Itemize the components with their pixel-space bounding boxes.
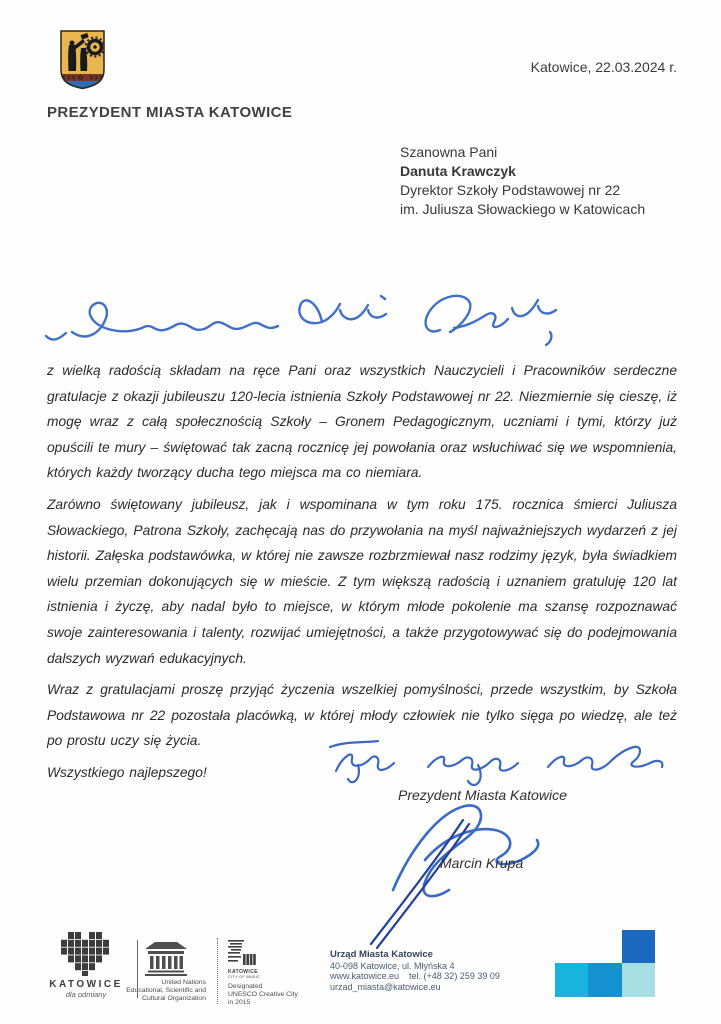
city-of-music-sublabel: CITY OF MUSIC [228, 975, 261, 979]
body-paragraph-2: Zarówno świętowany jubileusz, jak i wspominana w tym roku 175. rocznica śmierci Juliusza Słowackiego, Patrona Szkoły, zachęcają nas do przywołania na myśl najważniejszych wydarzeń z jej historii. Załęska podstawówka, w której nie zawsze rozbrzmiewał nasz rodzimy język, była świadkiem wielu przemian dokonujących się w mieście. Z tym większą radością i uznaniem gratuluję 120 lat istnienia i życzę, aby nadal było to miejsce, w którym młode pokolenie ma szansę rozpoznawać swoje zainteresowania i talenty, rozwijać umiejętności, a także przygotowywać się do podejmowania dalszych wyzwań edukacyjnych. [47, 496, 677, 666]
handwritten-closing-note [328, 737, 668, 792]
creative-city-block [228, 940, 308, 1007]
signer-name: Marcin Krupa [440, 855, 524, 871]
pixel-heart-icon [61, 932, 111, 976]
recipient-block [400, 143, 645, 219]
creative-city-line2: UNESCO Creative City [228, 991, 298, 998]
sender-title: PREZYDENT MIASTA KATOWICE [47, 104, 293, 121]
unesco-logo-block [126, 940, 206, 1003]
pixel-squares-logo [555, 930, 655, 997]
body-farewell: Wszystkiego najlepszego! [47, 764, 207, 780]
unesco-caption-line3: Cultural Organization [142, 995, 206, 1002]
office-name: Urząd Miasta Katowice [330, 949, 433, 960]
katowice-brand-logo [46, 932, 126, 999]
handwritten-greeting [42, 284, 567, 354]
pixel-square-blue [588, 963, 622, 997]
creative-city-line3: in 2015 [228, 999, 251, 1006]
footer-dotted-divider [217, 938, 218, 1004]
recipient-salutation: Szanowna Pani [400, 144, 498, 160]
signature-flourish [335, 792, 580, 952]
office-address: 40-098 Katowice, ul. Młyńska 4 [330, 960, 455, 971]
creative-city-line1: Designated [228, 983, 263, 990]
recipient-school: im. Juliusza Słowackiego w Katowicach [400, 201, 646, 217]
pixel-square-dark-blue [622, 930, 655, 963]
city-of-music-label: KATOWICE [228, 969, 258, 975]
brand-tagline: dla odmiany [65, 990, 107, 999]
body-paragraph-1: z wielką radością składam na ręce Pani oraz wszystkich Nauczycieli i Pracowników serdeczne gratulacje z okazji jubileuszu 120-lecia istnienia Szkoły Podstawowej nr 22. Niezmiernie się cieszę, iż mogę wraz z całą społecznością Szkoły – Gronem Pedagogicznym, uczniami i tymi, którzy już opuścili te mury – świętować tak zacną rocznicę jej powołania oraz wsłuchiwać się we wspomnienia, których każdy tworzący ducha tego miejsca ma co niemiara. [47, 363, 677, 481]
dateline: Katowice, 22.03.2024 r. [530, 59, 677, 75]
letter-body [47, 358, 677, 792]
recipient-name: Danuta Krawczyk [400, 163, 516, 179]
office-email: urzad_miasta@katowice.eu [330, 981, 441, 992]
body-paragraph-3: Wraz z gratulacjami proszę przyjąć życzenia wszelkiej pomyślności, przede wszystkim, by Szkoła Podstawowa nr 22 pozostała placówką, w której młody człowiek nie tylko sięga po wiedzę, ale też po prostu uczy się życia. [47, 682, 677, 749]
brand-name: KATOWICE [49, 979, 123, 990]
recipient-role: Dyrektor Szkoły Podstawowej nr 22 [400, 182, 621, 198]
office-contact: www.katowice.eu tel. (+48 32) 259 39 09 [330, 971, 500, 981]
pixel-square-pale [622, 963, 655, 997]
office-address-block [330, 950, 500, 992]
closing-title: Prezydent Miasta Katowice [398, 787, 567, 803]
unesco-temple-icon [145, 940, 187, 976]
unesco-caption-line2: Educational, Scientific and [126, 987, 206, 994]
unesco-caption-line1: United Nations [161, 979, 206, 986]
pixel-square-cyan [555, 963, 588, 997]
city-of-music-icon [228, 940, 256, 968]
katowice-coat-of-arms-icon [57, 28, 108, 91]
